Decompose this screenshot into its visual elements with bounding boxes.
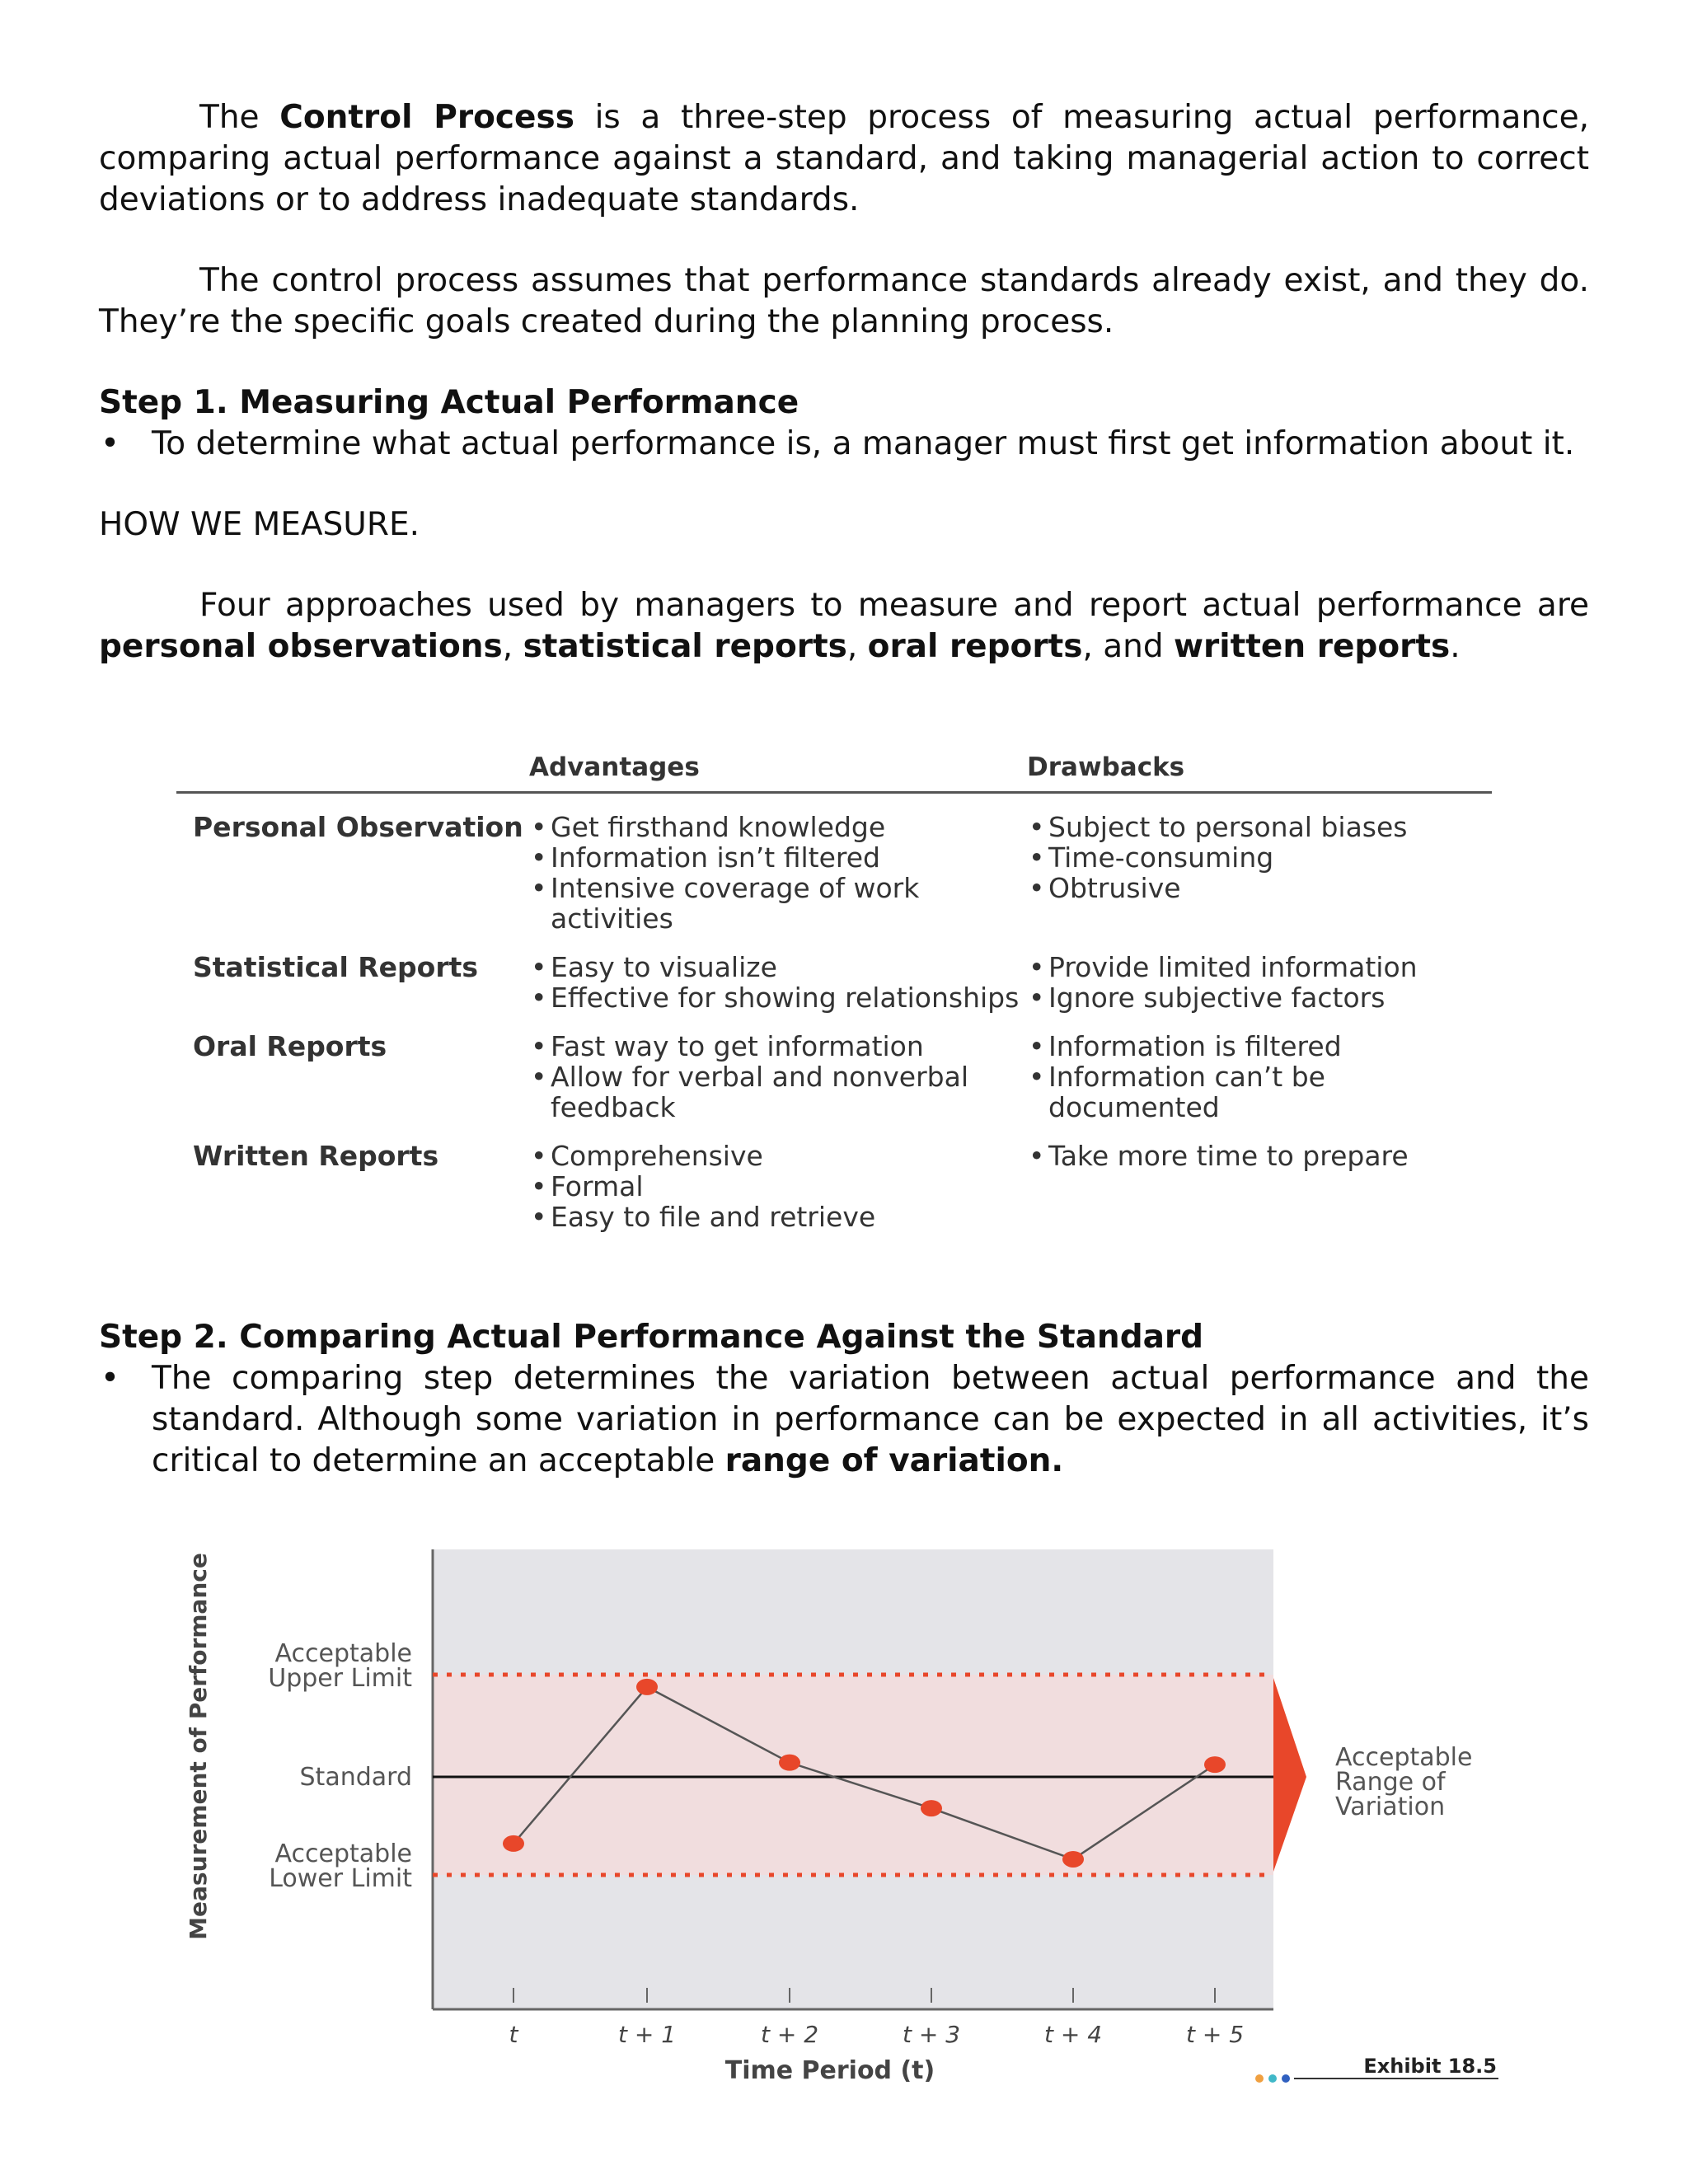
list-item: • Intensive coverage of work activities [529,873,1027,934]
advantages-list [529,812,1027,934]
intro-paragraph [99,97,1589,221]
list-item: • Formal [529,1171,1027,1202]
step1-heading: Step 1. Measuring Actual Performance [99,384,799,421]
table-row [176,812,1492,934]
list-item: • Time-consuming [1027,842,1492,873]
intro-line-1: The Control Process is a three-step process of measuring actual performance, [199,99,1589,136]
drawbacks-list [1027,952,1492,1013]
x-tick-label: t + 1 [617,2021,677,2048]
list-item: • Get firsthand knowledge [529,812,1027,842]
data-point [503,1835,524,1852]
step2-line-3: critical to determine an acceptable range of variation. [152,1442,1064,1479]
measurement-approaches-table [176,743,1492,1232]
page-content [99,97,1589,668]
acceptable-band [433,1675,1273,1875]
advantages-list [529,1031,1027,1122]
row-label: Oral Reports [193,1030,387,1062]
step1-bullet-text: To determine what actual performance is, a manager must first get information about it. [152,425,1575,462]
x-tick-label: t + 2 [760,2021,819,2048]
advantages-list [529,1141,1027,1232]
step2-heading: Step 2. Comparing Actual Performance Against the Standard [99,1319,1204,1356]
data-point [1062,1851,1084,1868]
list-item: • Information can’t be documented [1027,1062,1492,1122]
x-tick-label: t [509,2021,518,2048]
data-point [779,1755,800,1771]
upper-limit-label-line-1: Acceptable [274,1639,412,1668]
x-tick-label: t + 3 [902,2021,961,2048]
list-item: • Effective for showing relationships [529,982,1027,1013]
step1-bullet [99,424,1589,465]
assumption-line-1: The control process assumes that performance standards already exist, and they do. [199,262,1589,299]
upper-limit-label-line-2: Upper Limit [268,1664,412,1693]
table-row [176,1141,1492,1232]
row-label: Written Reports [193,1140,439,1172]
lower-limit-label-line-2: Lower Limit [269,1864,412,1893]
step2-line-2: standard. Although some variation in performance can be expected in all activities, it’s [152,1401,1589,1438]
range-of-variation-chart [173,1541,1525,2102]
list-item: • Allow for verbal and nonverbal feedback [529,1062,1027,1122]
table-row [176,952,1492,1013]
x-tick-label: t + 4 [1043,2021,1103,2048]
list-item: • Information isn’t filtered [529,842,1027,873]
range-label-line: Acceptable [1335,1743,1473,1772]
approaches-line-2: personal observations, statistical reports, oral reports, and written reports. [99,628,1461,665]
chart-svg [173,1541,1525,2102]
list-item: • Ignore subjective factors [1027,982,1492,1013]
step2-section [99,1317,1589,1482]
list-item: • Obtrusive [1027,873,1492,903]
exhibit-dot-icon [1255,2074,1264,2083]
data-point [636,1679,658,1695]
drawbacks-list [1027,812,1492,934]
list-item: • Easy to visualize [529,952,1027,982]
step2-bullet [99,1358,1589,1482]
approaches-line-1: Four approaches used by managers to measure and report actual performance are [199,587,1589,624]
list-item: • Take more time to prepare [1027,1141,1492,1171]
how-we-measure: HOW WE MEASURE. [99,506,420,543]
approaches-paragraph [99,585,1589,668]
advantages-list [529,952,1027,1013]
row-label: Personal Observation [193,811,523,843]
range-arrow-icon [1273,1678,1306,1872]
range-of-variation-term: range of variation. [724,1442,1064,1479]
drawbacks-list [1027,1031,1492,1122]
bullet-icon: • [101,1360,120,1397]
list-item: • Easy to file and retrieve [529,1202,1027,1232]
x-axis-label: Time Period (t) [724,2056,935,2085]
assumption-line-2: They’re the specific goals created during the planning process. [99,303,1114,340]
bullet-icon: • [101,425,120,462]
list-item: • Subject to personal biases [1027,812,1492,842]
data-point [921,1800,942,1816]
list-item: • Information is filtered [1027,1031,1492,1062]
exhibit-label: Exhibit 18.5 [1363,2055,1497,2078]
data-point [1204,1756,1226,1773]
exhibit-dot-icon [1282,2074,1290,2083]
row-label: Statistical Reports [193,951,479,983]
exhibit-dot-icon [1268,2074,1277,2083]
x-tick-label: t + 5 [1185,2021,1245,2048]
lower-limit-label-line-1: Acceptable [274,1840,412,1868]
step2-line-1: The comparing step determines the variation between actual performance and the [152,1360,1589,1397]
header-advantages: Advantages [529,752,700,782]
list-item: • Fast way to get information [529,1031,1027,1062]
list-item: • Comprehensive [529,1141,1027,1171]
range-label-line: Variation [1335,1793,1446,1821]
control-process-term: Control Process [279,99,574,136]
intro-line-3: deviations or to address inadequate standards. [99,181,860,218]
y-axis-label: Measurement of Performance [185,1553,212,1940]
header-drawbacks: Drawbacks [1027,752,1185,782]
standard-label: Standard [299,1763,412,1792]
drawbacks-list [1027,1141,1492,1232]
assumption-paragraph [99,260,1589,343]
table-header [176,743,1492,794]
table-row [176,1031,1492,1122]
list-item: • Provide limited information [1027,952,1492,982]
intro-line-2: comparing actual performance against a standard, and taking managerial action to correct [99,140,1589,177]
range-label-line: Range of [1335,1768,1446,1797]
